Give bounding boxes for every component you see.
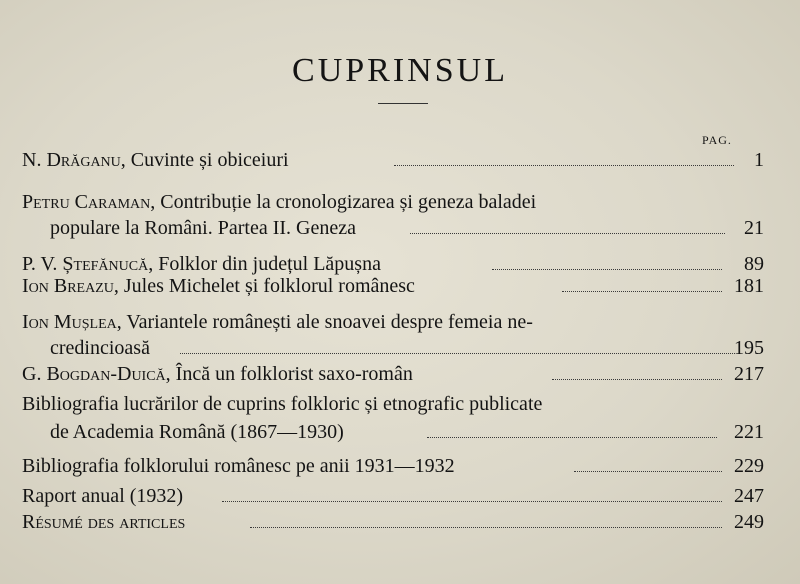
toc-page: 229 (734, 455, 764, 477)
toc-author: Petru Caraman (22, 191, 151, 213)
toc-title: credincioasă (50, 337, 150, 359)
toc-author: Ion Breazu (22, 275, 114, 297)
toc-author: P. V. Ștefănucă (22, 253, 149, 275)
page-title: CUPRINSUL (292, 52, 508, 89)
page-column-label: PAG. (702, 133, 732, 147)
toc-title: , Cuvinte și obiceiuri (120, 149, 289, 171)
toc-title: populare la Români. Partea II. Geneza (50, 217, 356, 239)
toc-author: N. Drăganu (22, 149, 121, 171)
toc-page: 217 (734, 363, 764, 385)
toc-page: 249 (734, 511, 764, 533)
toc-page: 221 (734, 421, 764, 443)
toc-title: Bibliografia lucrărilor de cuprins folkloric și etnografic publicate (22, 393, 543, 415)
leader-dots (222, 501, 722, 502)
toc-page: 247 (734, 485, 764, 507)
toc-author: Ion Mușlea (22, 311, 117, 333)
toc-title: , Folklor din județul Lăpușna (148, 253, 381, 275)
toc-author: G. Bogdan-Duică (22, 363, 166, 385)
toc-title: , Contribuție la cronologizarea și geneza baladei (150, 191, 537, 213)
leader-dots (427, 437, 717, 438)
toc-page: 21 (744, 217, 764, 239)
toc-title: , Jules Michelet și folklorul românesc (113, 275, 415, 297)
leader-dots (574, 471, 722, 472)
toc-title: Raport anual (1932) (22, 485, 184, 507)
toc-title: , Încă un folklorist saxo-român (165, 363, 413, 385)
toc-title: , Variantele românești ale snoavei despre femeia ne- (116, 311, 533, 333)
toc-title: de Academia Română (1867—1930) (50, 421, 344, 443)
leader-dots (410, 233, 725, 234)
leader-dots (562, 291, 722, 292)
leader-dots (180, 353, 735, 354)
toc-title: Résumé des articles (22, 511, 186, 533)
leader-dots (552, 379, 722, 380)
toc-page: 195 (734, 337, 764, 359)
leader-dots (394, 165, 734, 166)
toc-page: 89 (744, 253, 764, 275)
leader-dots (492, 269, 722, 270)
toc-title: Bibliografia folklorului românesc pe anii 1931—1932 (22, 455, 455, 477)
toc-page: 1 (754, 149, 764, 171)
leader-dots (250, 527, 722, 528)
toc-page: 181 (734, 275, 764, 297)
